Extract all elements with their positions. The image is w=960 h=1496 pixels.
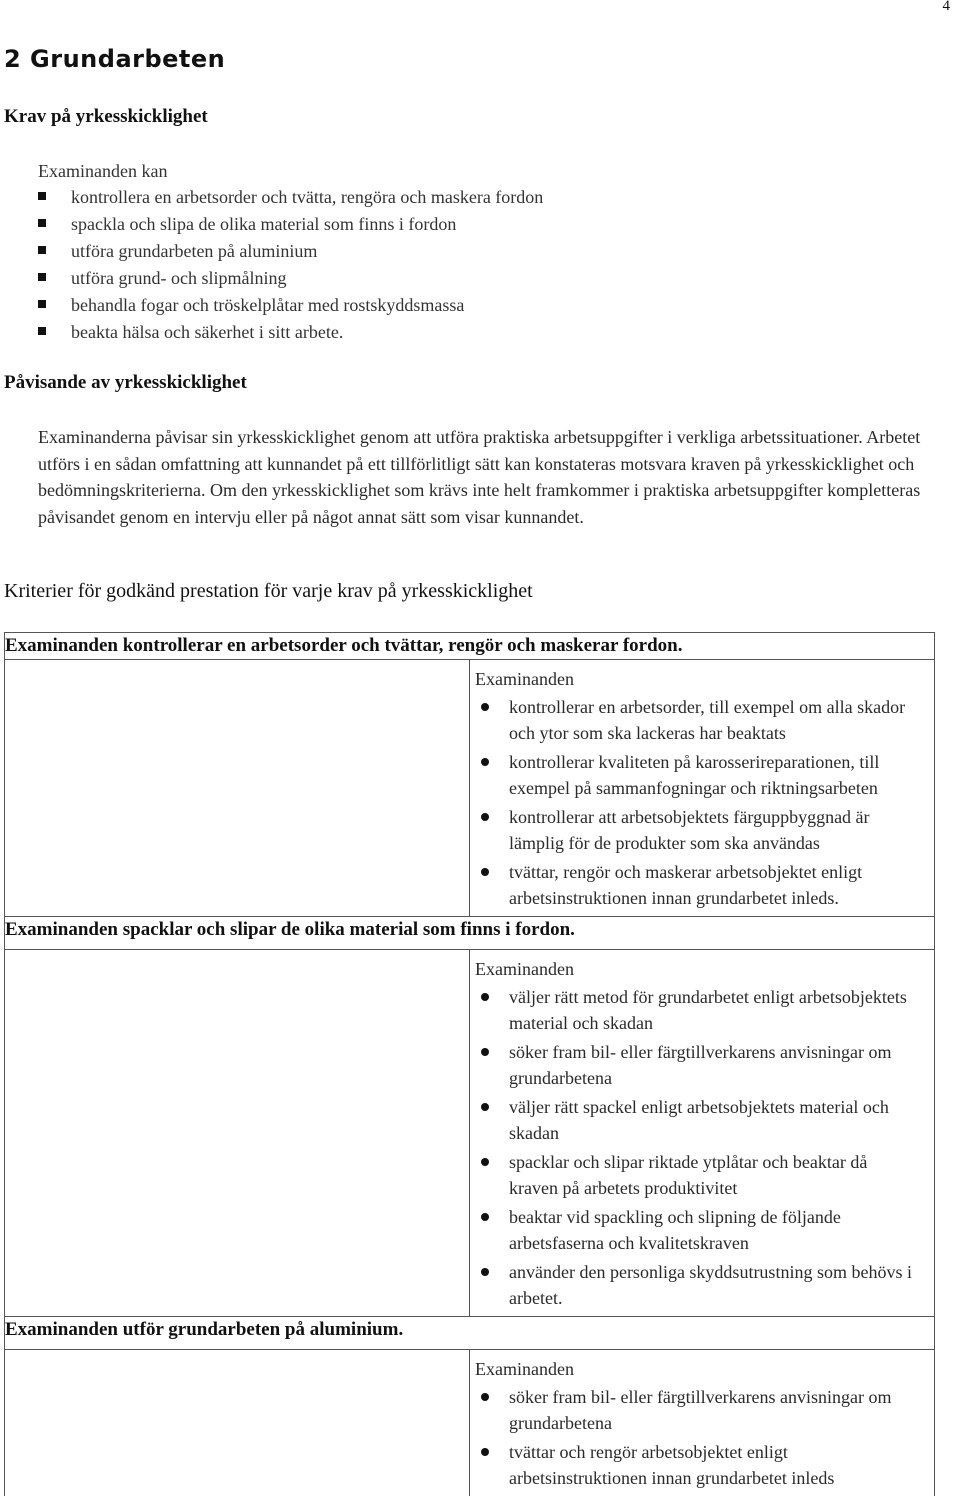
empty-cell [5,660,470,917]
criteria-list [470,694,934,916]
krav-item: utföra grund- och slipmålning [38,265,543,292]
criteria-item: kontrollerar en arbetsorder, till exempel om alla skador och ytor som ska lackeras har beaktats [470,694,920,746]
section-header-row [5,633,935,660]
krav-heading: Krav på yrkesskicklighet [4,106,208,128]
section-content [470,1350,935,1496]
krav-list [38,184,543,346]
criteria-item: kontrollerar att arbetsobjektets färguppbyggnad är lämplig för de produkter som ska användas [470,804,920,856]
criteria-item: tvättar, rengör och maskerar arbetsobjektet enligt arbetsinstruktionen innan grundarbetet inleds. [470,859,920,911]
criteria-table [4,632,935,1496]
criteria-item: kontrollerar kvaliteten på karosserireparationen, till exempel på sammanfogningar och riktningsarbeten [470,749,920,801]
criteria-item: använder den personliga skyddsutrustning som behövs i arbetet. [470,1259,920,1311]
krav-item: kontrollera en arbetsorder och tvätta, rengöra och maskera fordon [38,184,543,211]
section-content [470,950,935,1317]
page-title: 2 Grundarbeten [4,45,225,73]
pavisande-text: Examinanderna påvisar sin yrkesskicklighet genom att utföra praktiska arbetsuppgifter i verkliga arbetssituationer. Arbetet utförs i en sådan omfattning att kunnandet på ett tillförlitligt sätt kan konstateras motsvara kraven på yrkesskicklighet och bedömningskriterierna. Om den yrkesskicklighet som krävs inte helt framkommer i praktiska arbetsuppgifter kompletteras påvisandet genom en intervju eller på något annat sätt som visar kunnandet. [38,424,928,530]
criteria-item: söker fram bil- eller färgtillverkarens anvisningar om grundarbetena [470,1039,920,1091]
empty-cell [5,1350,470,1496]
krav-item: utföra grundarbeten på aluminium [38,238,543,265]
krav-intro: Examinanden kan [38,158,167,185]
criteria-item: beaktar vid spackling och slipning de följande arbetsfaserna och kvalitetskraven [470,1204,920,1256]
section-body-row [5,950,935,1317]
empty-cell [5,950,470,1317]
section-header: Examinanden utför grundarbeten på aluminium. [5,1317,935,1350]
section-body-row [5,660,935,917]
pavisande-heading: Påvisande av yrkesskicklighet [4,372,247,394]
section-header-row [5,917,935,950]
kriterier-heading: Kriterier för godkänd prestation för varje krav på yrkesskicklighet [4,580,533,603]
criteria-item: spacklar och slipar riktade ytplåtar och beaktar då kraven på arbetets produktivitet [470,1149,920,1201]
criteria-item: tvättar och rengör arbetsobjektet enligt arbetsinstruktionen innan grundarbetet inleds [470,1439,920,1491]
krav-item: behandla fogar och tröskelplåtar med rostskyddsmassa [38,292,543,319]
section-content [470,660,935,917]
section-header: Examinanden kontrollerar en arbetsorder och tvättar, rengör och maskerar fordon. [5,633,935,660]
krav-item: spackla och slipa de olika material som finns i fordon [38,211,543,238]
section-intro: Examinanden [470,660,934,694]
section-intro: Examinanden [470,1350,934,1384]
section-header: Examinanden spacklar och slipar de olika material som finns i fordon. [5,917,935,950]
criteria-item: väljer rätt metod för grundarbetet enligt arbetsobjektets material och skadan [470,984,920,1036]
krav-item: beakta hälsa och säkerhet i sitt arbete. [38,319,543,346]
criteria-item: söker fram bil- eller färgtillverkarens anvisningar om grundarbetena [470,1384,920,1436]
section-header-row [5,1317,935,1350]
criteria-list [470,984,934,1316]
section-intro: Examinanden [470,950,934,984]
criteria-list [470,1384,934,1496]
criteria-item: väljer rätt spackel enligt arbetsobjektets material och skadan [470,1094,920,1146]
page-number: 4 [943,0,951,15]
section-body-row [5,1350,935,1496]
